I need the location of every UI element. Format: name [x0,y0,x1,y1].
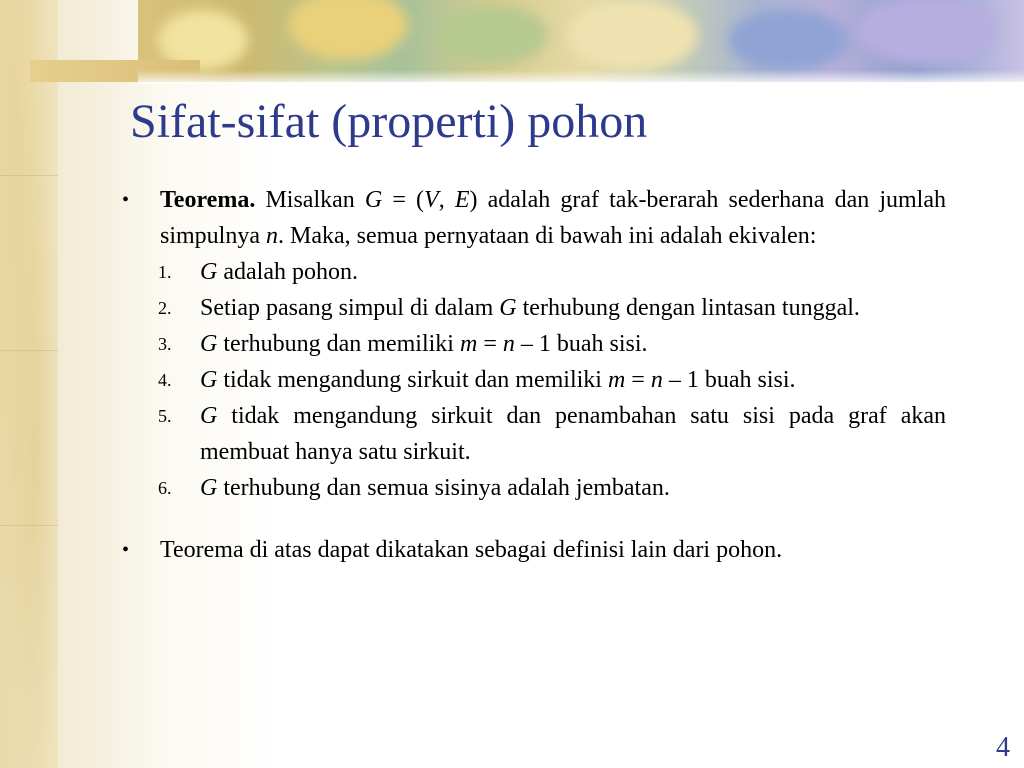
math-symbol: G [200,403,218,429]
math-symbol: n [502,331,515,357]
text-run: – 1 buah sisi. [514,331,648,357]
text-run: , [438,187,455,213]
list-number: 6. [158,478,172,498]
math-symbol: G [200,367,218,393]
banner-leaf-shape [438,5,548,65]
math-symbol: n [266,223,278,249]
list-item-text [200,290,946,326]
equivalence-list [158,254,946,506]
list-item [158,254,946,290]
math-symbol: V [424,187,439,213]
text-run: = ( [382,187,425,213]
math-symbol: G [499,295,517,321]
math-symbol: G [200,331,218,357]
text-run: . Maka, semua pernyataan di bawah ini adalah ekivalen: [278,223,817,249]
list-item-text [200,254,946,290]
list-item-text [200,398,946,470]
list-item-text [200,470,946,506]
text-run: Misalkan [255,187,365,213]
list-number: 1. [158,262,172,282]
text-run: tidak mengandung sirkuit dan memiliki [217,367,608,393]
list-number: 4. [158,370,172,390]
text-run: adalah pohon. [217,259,358,285]
parchment-seam [0,525,58,526]
parchment-seam [0,175,58,176]
bullet-marker: • [122,189,130,211]
theorem-label: Teorema. [160,187,256,213]
page-number: 4 [996,732,1010,763]
list-item [158,470,946,506]
math-symbol: G [200,475,218,501]
text-run: tidak mengandung sirkuit dan penambahan satu sisi pada graf akan membuat hanya satu sirkuit. [200,403,946,465]
text-run: – 1 buah sisi. [662,367,796,393]
text-run: Teorema di atas dapat dikatakan sebagai definisi lain dari pohon. [160,537,783,563]
bullet-theorem [120,182,946,254]
list-number: 5. [158,406,172,426]
bullet-parts [160,187,946,249]
text-run: = [625,367,651,393]
banner-leaf-shape [288,0,408,60]
banner-leaf-shape [858,0,998,65]
list-number: 2. [158,298,172,318]
text-run: = [477,331,503,357]
text-run: terhubung dan semua sisinya adalah jembatan. [217,475,670,501]
slide-body [120,182,946,568]
list-item [158,290,946,326]
math-symbol: G [200,259,218,285]
text-run: Setiap pasang simpul di dalam [200,295,500,321]
bullet-text [160,532,946,568]
bullet-remark [120,532,946,568]
text-run: terhubung dengan lintasan tunggal. [516,295,860,321]
math-symbol: m [607,367,626,393]
banner-leaf-shape [568,0,698,70]
parchment-strip [0,0,58,768]
parchment-seam [0,350,58,351]
spacer [120,506,946,532]
math-symbol: G [364,187,383,213]
text-run: ) adalah graf tak-berarah sederhana dan jumlah simpulnya [160,187,946,249]
list-item [158,326,946,362]
math-symbol: m [459,331,478,357]
list-item-text [200,362,946,398]
list-item [158,362,946,398]
bullet-text [160,182,946,254]
list-number: 3. [158,334,172,354]
banner-leaf-shape [728,10,848,70]
text-run: terhubung dan memiliki [217,331,460,357]
list-item [158,398,946,470]
bullet-marker: • [122,539,130,561]
math-symbol: n [650,367,663,393]
math-symbol: E [454,187,470,213]
list-item-text [200,326,946,362]
banner-fade [138,70,1024,84]
slide-title: Sifat-sifat (properti) pohon [130,95,648,148]
